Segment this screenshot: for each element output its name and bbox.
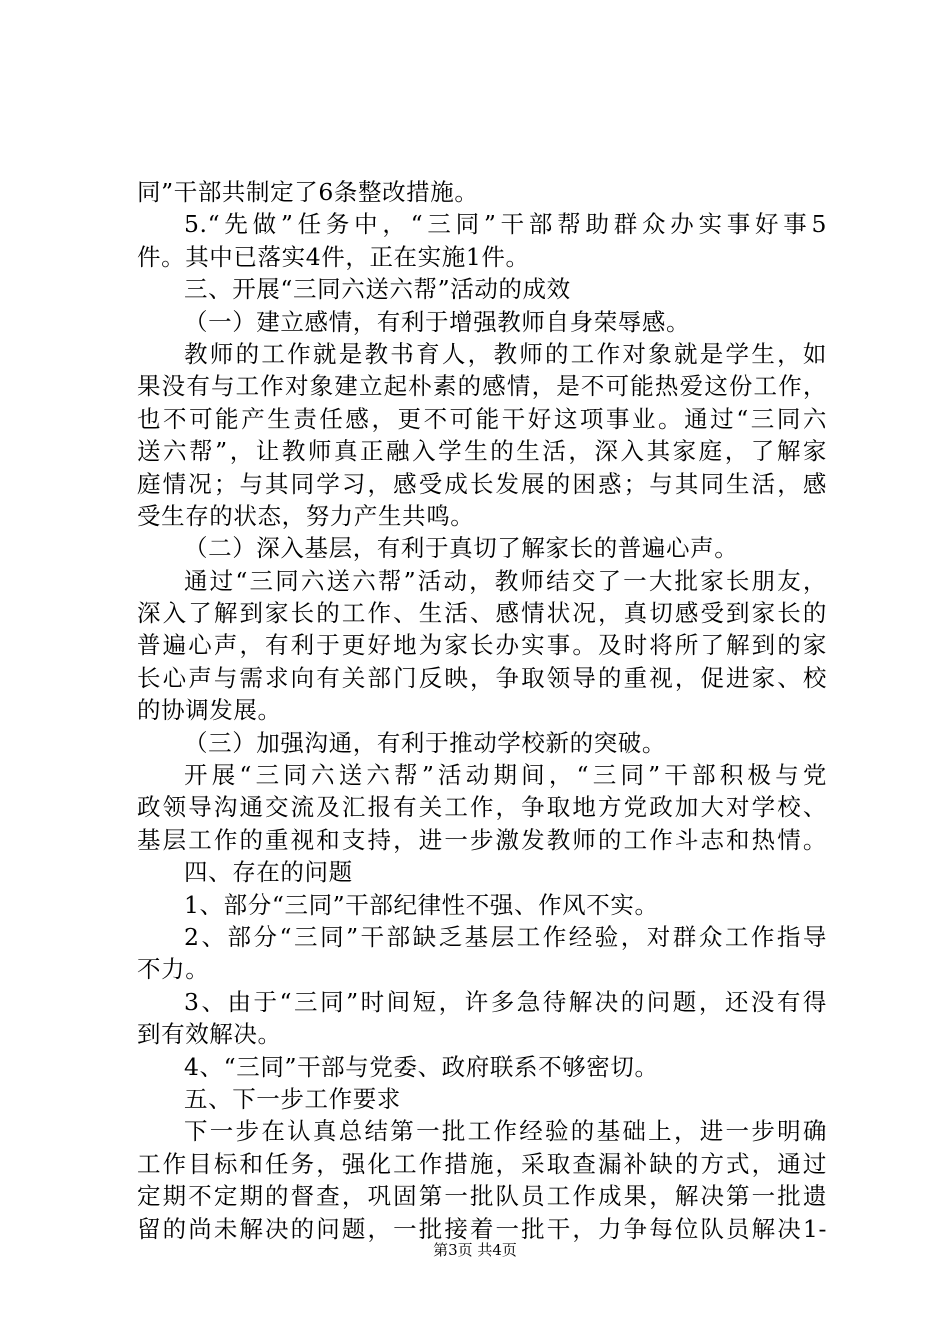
text-line: 基层工作的重视和支持，进一步激发教师的工作斗志和热情。 [137, 825, 827, 854]
text-line: 五、下一步工作要求 [184, 1084, 401, 1113]
text-line: 深入了解到家长的工作、生活、感情状况，真切感受到家长的 [137, 599, 827, 628]
text-line: 四、存在的问题 [184, 858, 353, 887]
text-line: 下一步在认真总结第一批工作经验的基础上，进一步明确 [184, 1117, 827, 1146]
text-line: 的协调发展。 [137, 696, 282, 725]
text-line: 不力。 [137, 955, 210, 984]
text-line: 果没有与工作对象建立起朴素的感情，是不可能热爱这份工作， [137, 372, 827, 401]
text-line: 普遍心声，有利于更好地为家长办实事。及时将所了解到的家 [137, 631, 827, 660]
text-line: 4、“三同”干部与党委、政府联系不够密切。 [184, 1052, 659, 1081]
text-line: 到有效解决。 [137, 1020, 282, 1049]
text-line: 工作目标和任务，强化工作措施，采取查漏补缺的方式，通过 [137, 1149, 827, 1178]
text-line: 受生存的状态，努力产生共鸣。 [137, 501, 475, 530]
text-line: 通过“三同六送六帮”活动，教师结交了一大批家长朋友， [184, 566, 827, 595]
text-line: 5.“先做”任务中，“三同”干部帮助群众办实事好事5 [184, 210, 827, 239]
text-line: 开展“三同六送六帮”活动期间，“三同”干部积极与党 [184, 761, 827, 790]
text-line: 长心声与需求向有关部门反映，争取领导的重视，促进家、校 [137, 663, 827, 692]
text-line: 也不可能产生责任感，更不可能干好这项事业。通过“三同六 [137, 404, 827, 433]
document-body [137, 176, 827, 1245]
text-line: 同”干部共制定了6条整改措施。 [137, 178, 479, 206]
text-line: （三）加强沟通，有利于推动学校新的突破。 [184, 728, 666, 757]
text-line: 定期不定期的督查，巩固第一批队员工作成果，解决第一批遗 [137, 1182, 827, 1211]
page-footer: 第3页 共4页 [433, 1241, 517, 1259]
text-line: 三、开展“三同六送六帮”活动的成效 [184, 275, 571, 304]
text-line: （一）建立感情，有利于增强教师自身荣辱感。 [184, 307, 691, 336]
text-line: 政领导沟通交流及汇报有关工作，争取地方党政加大对学校、 [137, 793, 827, 822]
text-line: 送六帮”，让教师真正融入学生的生活，深入其家庭，了解家 [137, 437, 827, 466]
text-line: 2、部分“三同”干部缺乏基层工作经验，对群众工作指导 [184, 922, 827, 951]
text-line: 教师的工作就是教书育人，教师的工作对象就是学生，如 [184, 339, 827, 368]
text-line: （二）深入基层，有利于真切了解家长的普遍心声。 [184, 534, 739, 563]
text-line: 件。其中已落实4件，正在实施1件。 [137, 242, 530, 271]
text-line: 庭情况；与其同学习，感受成长发展的困惑；与其同生活，感 [137, 469, 827, 498]
text-line: 3、由于“三同”时间短，许多急待解决的问题，还没有得 [184, 987, 827, 1016]
text-line: 留的尚未解决的问题，一批接着一批干，力争每位队员解决1- [137, 1214, 827, 1243]
text-line: 1、部分“三同”干部纪律性不强、作风不实。 [184, 890, 659, 919]
